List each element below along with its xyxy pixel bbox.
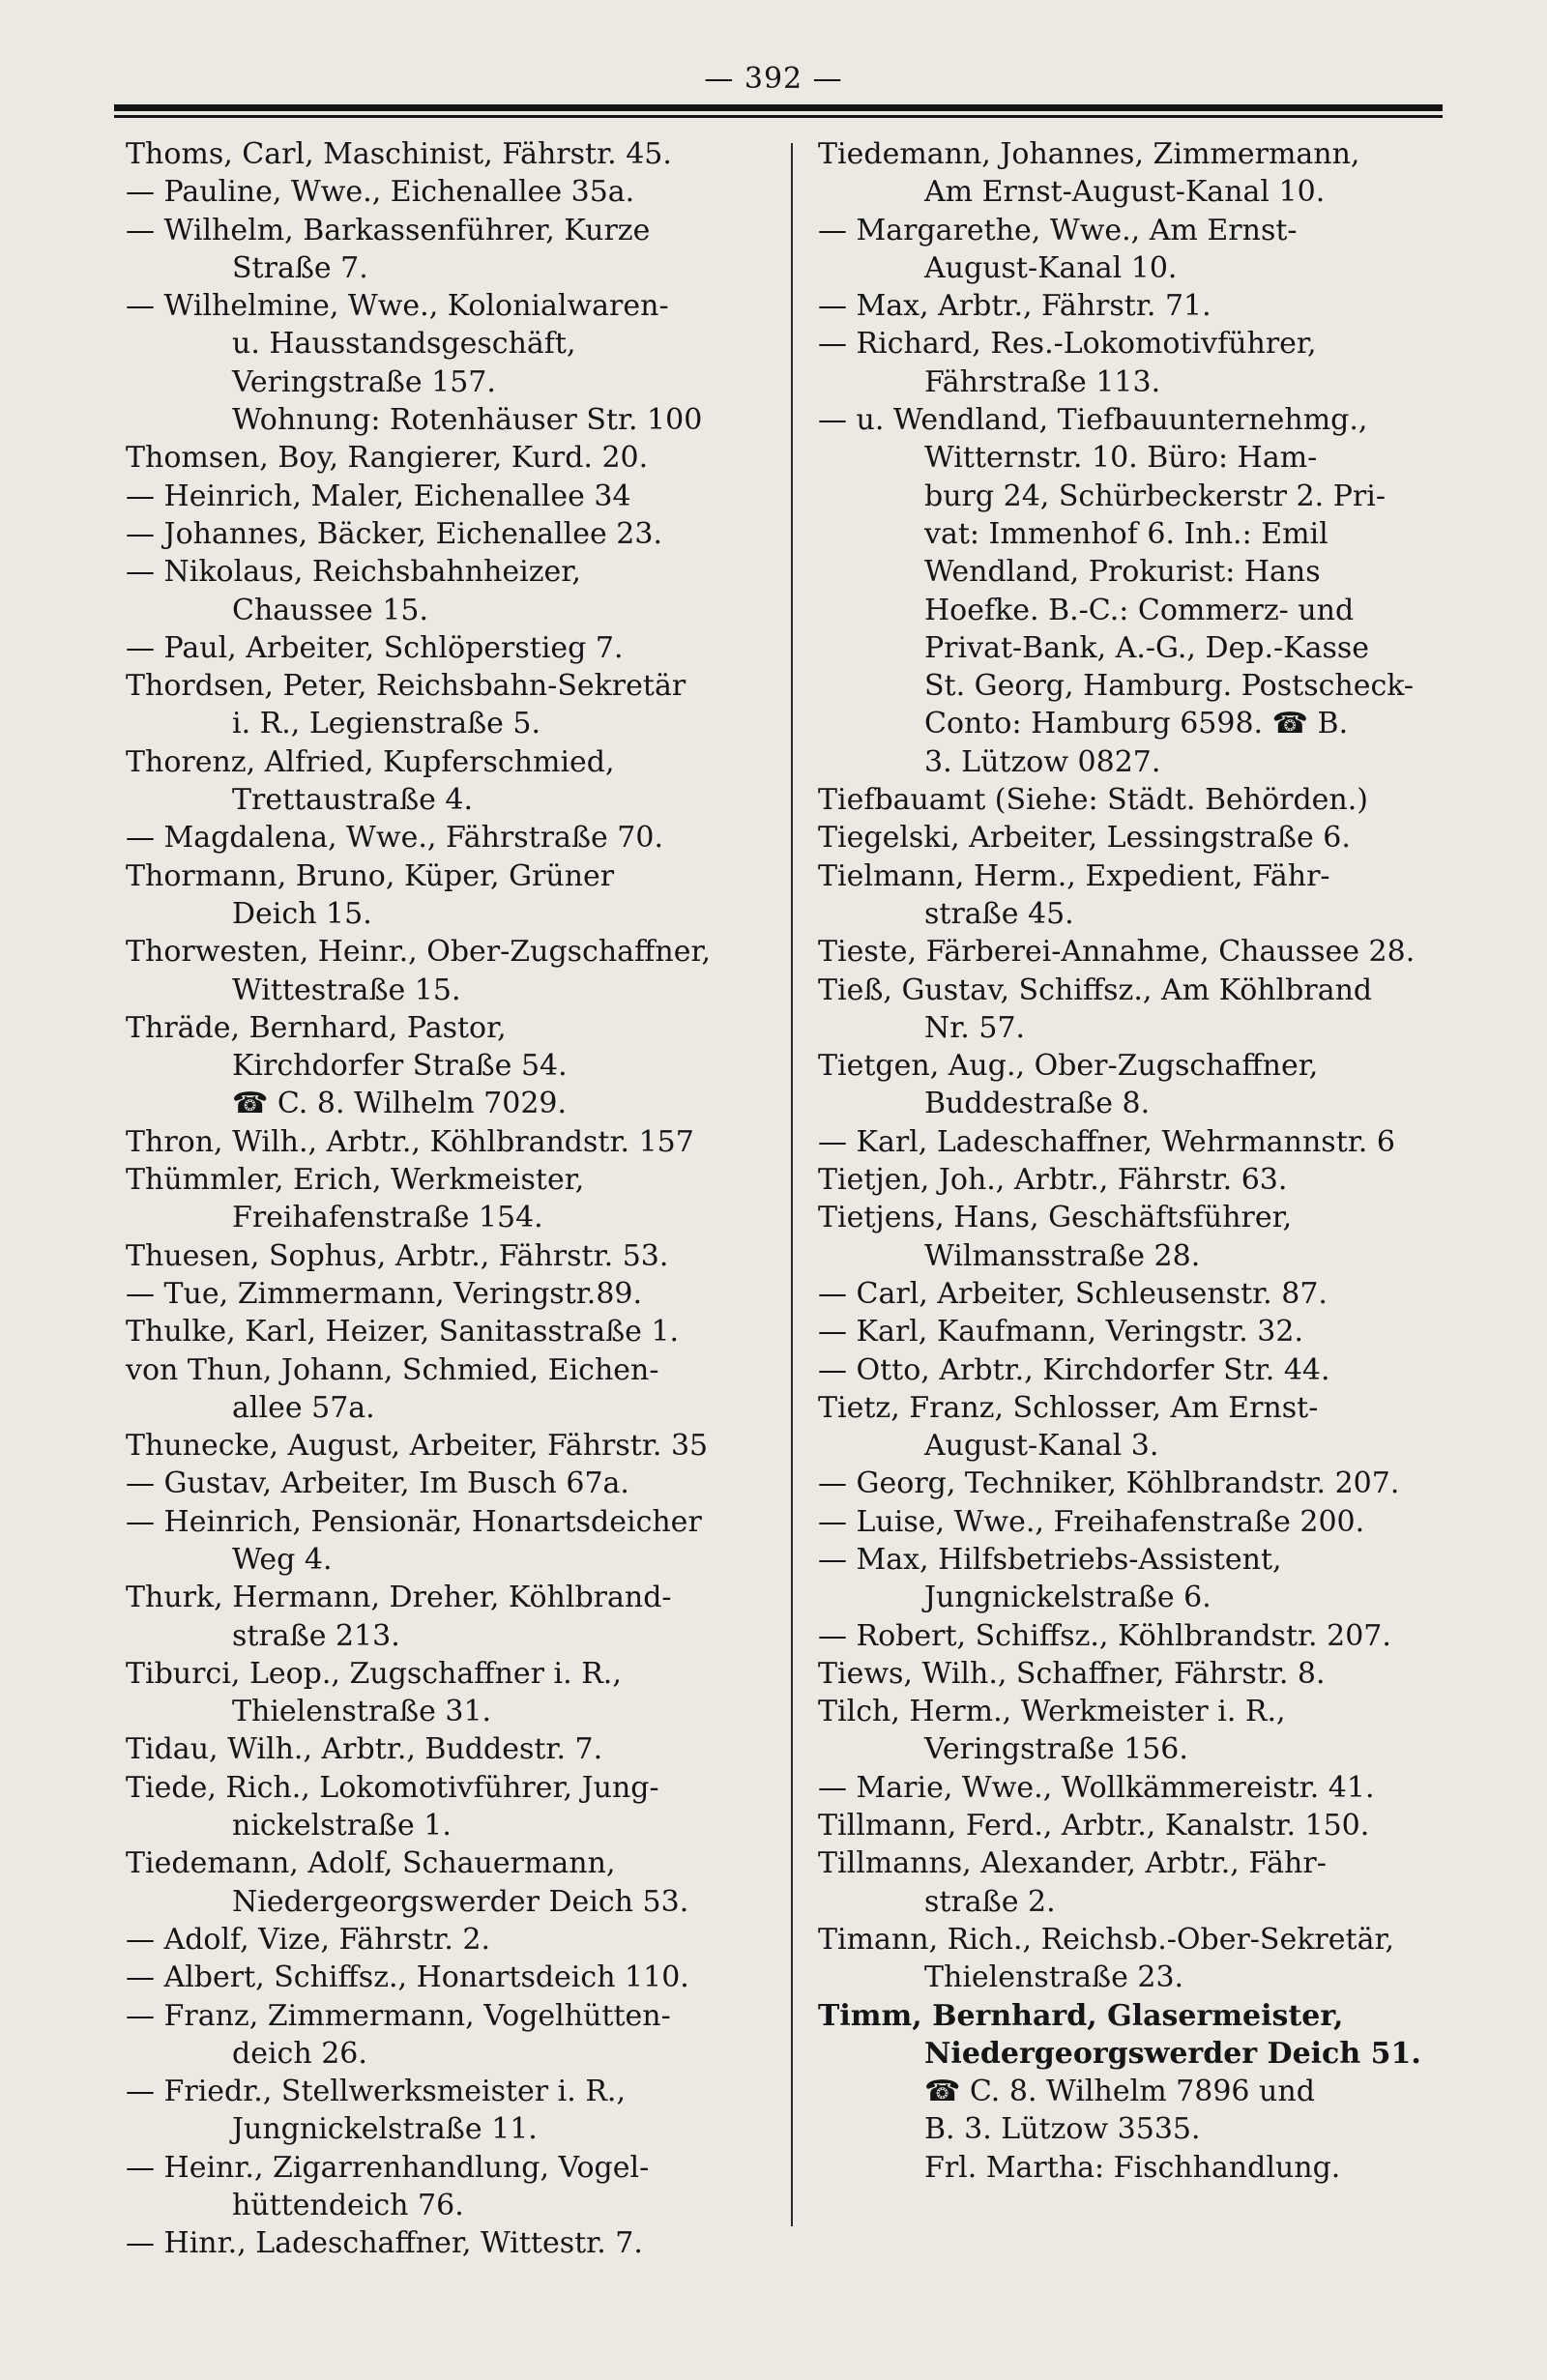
directory-entry xyxy=(818,857,1475,934)
directory-entry xyxy=(818,781,1475,819)
entry-line: Tieste, Färberei-Annahme, Chaussee 28. xyxy=(818,935,1416,970)
entry-line: Wohnung: Rotenhäuser Str. 100 xyxy=(232,403,703,438)
entry-line: B. 3. Lützow 3535. xyxy=(924,2112,1201,2147)
directory-entry xyxy=(126,1275,783,1313)
entry-line: Hoefke. B.-C.: Commerz- und xyxy=(924,593,1355,627)
entry-line: — u. Wendland, Tiefbauunternehmg., xyxy=(818,403,1368,438)
entry-line: von Thun, Johann, Schmied, Eichen- xyxy=(126,1352,659,1387)
entry-line: Thunecke, August, Arbeiter, Fährstr. 35 xyxy=(126,1429,709,1464)
directory-entry xyxy=(818,1465,1475,1502)
directory-entry xyxy=(126,1769,783,1845)
entry-line: — Pauline, Wwe., Eichenallee 35a. xyxy=(126,175,635,210)
entry-line: ☎ C. 8. Wilhelm 7029. xyxy=(232,1087,568,1121)
page-number: — 392 — xyxy=(704,62,843,96)
entry-line: Tiedemann, Adolf, Schauermann, xyxy=(126,1846,616,1881)
entry-line: straße 2. xyxy=(924,1884,1056,1919)
entry-line: Thielenstraße 23. xyxy=(924,1960,1184,1995)
directory-entry xyxy=(818,1199,1475,1275)
entry-line: Thron, Wilh., Arbtr., Köhlbrandstr. 157 xyxy=(126,1124,694,1159)
directory-entry xyxy=(126,743,783,820)
entry-line: Tidau, Wilh., Arbtr., Buddestr. 7. xyxy=(126,1732,603,1767)
directory-entry xyxy=(126,1655,783,1731)
header-rule-thin xyxy=(114,115,1443,118)
directory-entry xyxy=(126,1009,783,1123)
entry-line: — Hinr., Ladeschaffner, Wittestr. 7. xyxy=(126,2226,643,2261)
entry-line: straße 213. xyxy=(232,1618,400,1653)
directory-entry xyxy=(126,212,783,288)
directory-entry xyxy=(126,1579,783,1655)
entry-line: — Magdalena, Wwe., Fährstraße 70. xyxy=(126,821,663,856)
entry-line: Deich 15. xyxy=(232,896,372,931)
entry-line: Am Ernst-August-Kanal 10. xyxy=(924,175,1326,210)
entry-line: — Max, Hilfsbetriebs-Assistent, xyxy=(818,1542,1282,1577)
directory-entry xyxy=(126,1427,783,1465)
entry-line: — Robert, Schiffsz., Köhlbrandstr. 207. xyxy=(818,1618,1391,1653)
directory-entry xyxy=(818,1275,1475,1313)
entry-line: Tillmanns, Alexander, Arbtr., Fähr- xyxy=(818,1846,1327,1881)
entry-line: — Karl, Ladeschaffner, Wehrmannstr. 6 xyxy=(818,1124,1395,1159)
entry-line: Tieß, Gustav, Schiffsz., Am Köhlbrand xyxy=(818,972,1373,1007)
entry-line: August-Kanal 3. xyxy=(924,1429,1159,1464)
entry-line: Niedergeorgswerder Deich 53. xyxy=(232,1884,689,1919)
directory-entry xyxy=(818,1844,1475,1921)
entry-line: u. Hausstandsgeschäft, xyxy=(232,327,576,362)
entry-line: Thulke, Karl, Heizer, Sanitasstraße 1. xyxy=(126,1315,680,1350)
entry-line: Trettaustraße 4. xyxy=(232,783,474,818)
directory-entry xyxy=(126,667,783,743)
directory-entry xyxy=(126,287,783,439)
directory-entry xyxy=(126,1503,783,1580)
directory-entry xyxy=(126,173,783,211)
entry-line: St. Georg, Hamburg. Postscheck- xyxy=(924,669,1415,704)
entry-line: August-Kanal 10. xyxy=(924,250,1178,285)
entry-line: Thomsen, Boy, Rangierer, Kurd. 20. xyxy=(126,441,649,476)
entry-line: — Franz, Zimmermann, Vogelhütten- xyxy=(126,1998,671,2033)
directory-entry xyxy=(126,1997,783,2074)
entry-line: Thormann, Bruno, Küper, Grüner xyxy=(126,858,615,893)
right-column xyxy=(818,135,1475,2187)
entry-line: — Karl, Kaufmann, Veringstr. 32. xyxy=(818,1315,1304,1350)
entry-line: — Luise, Wwe., Freihafenstraße 200. xyxy=(818,1504,1365,1539)
entry-line: Witternstr. 10. Büro: Ham- xyxy=(924,441,1318,476)
directory-entry xyxy=(818,1123,1475,1161)
directory-entry xyxy=(818,1655,1475,1693)
entry-line: Thordsen, Peter, Reichsbahn-Sekretär xyxy=(126,669,686,704)
entry-line: Tiews, Wilh., Schaffner, Fährstr. 8. xyxy=(818,1656,1326,1691)
entry-line: Freihafenstraße 154. xyxy=(232,1201,543,1235)
directory-entry xyxy=(126,629,783,667)
entry-line: ☎ C. 8. Wilhelm 7896 und xyxy=(924,2075,1315,2109)
entry-line: hüttendeich 76. xyxy=(232,2189,464,2223)
entry-line: Fährstraße 113. xyxy=(924,364,1161,399)
directory-entry xyxy=(126,1237,783,1275)
directory-entry xyxy=(126,1351,783,1428)
entry-line: Thoms, Carl, Maschinist, Fährstr. 45. xyxy=(126,137,672,171)
entry-line: Weg 4. xyxy=(232,1542,333,1577)
directory-entry xyxy=(126,819,783,856)
directory-entry xyxy=(818,1503,1475,1541)
entry-line: — Johannes, Bäcker, Eichenallee 23. xyxy=(126,516,662,551)
directory-entry xyxy=(126,1465,783,1502)
entry-line: Thümmler, Erich, Werkmeister, xyxy=(126,1163,585,1198)
directory-entry xyxy=(126,933,783,1009)
entry-line: — Heinrich, Maler, Eichenallee 34 xyxy=(126,479,631,513)
entry-line: i. R., Legienstraße 5. xyxy=(232,707,541,741)
entry-line: — Heinr., Zigarrenhandlung, Vogel- xyxy=(126,2150,650,2185)
entry-line: Frl. Martha: Fischhandlung. xyxy=(924,2150,1341,2185)
directory-entry xyxy=(818,1997,1475,2187)
entry-line: Jungnickelstraße 11. xyxy=(232,2112,538,2147)
directory-entry xyxy=(126,135,783,173)
entry-line: — Wilhelm, Barkassenführer, Kurze xyxy=(126,213,651,247)
directory-entry xyxy=(126,478,783,515)
directory-entry xyxy=(126,2073,783,2149)
entry-line: Thuesen, Sophus, Arbtr., Fährstr. 53. xyxy=(126,1238,669,1273)
entry-line: Timm, Bernhard, Glasermeister, xyxy=(818,1998,1344,2033)
directory-entry xyxy=(818,212,1475,288)
directory-entry xyxy=(818,1541,1475,1617)
directory-entry xyxy=(126,515,783,553)
directory-entry xyxy=(818,325,1475,401)
directory-entry xyxy=(126,2224,783,2262)
entry-line: Privat-Bank, A.-G., Dep.-Kasse xyxy=(924,630,1370,665)
entry-line: — Albert, Schiffsz., Honartsdeich 110. xyxy=(126,1960,689,1995)
entry-line: vat: Immenhof 6. Inh.: Emil xyxy=(924,516,1328,551)
directory-entry xyxy=(126,1959,783,1996)
entry-line: Nr. 57. xyxy=(924,1010,1026,1045)
directory-entry xyxy=(818,1807,1475,1844)
entry-line: Tielmann, Herm., Expedient, Fähr- xyxy=(818,858,1330,893)
entry-line: 3. Lützow 0827. xyxy=(924,744,1161,779)
entry-line: deich 26. xyxy=(232,2036,367,2071)
entry-line: Timann, Rich., Reichsb.-Ober-Sekretär, xyxy=(818,1922,1395,1957)
entry-line: Thielenstraße 31. xyxy=(232,1695,492,1729)
directory-entry xyxy=(126,439,783,477)
entry-line: — Carl, Arbeiter, Schleusenstr. 87. xyxy=(818,1276,1328,1311)
entry-line: — Tue, Zimmermann, Veringstr.89. xyxy=(126,1276,643,1311)
directory-entry xyxy=(818,1693,1475,1769)
entry-line: Tiede, Rich., Lokomotivführer, Jung- xyxy=(126,1770,659,1805)
entry-line: Niedergeorgswerder Deich 51. xyxy=(924,2036,1421,2071)
entry-line: Thorenz, Alfried, Kupferschmied, xyxy=(126,744,615,779)
entry-line: — Heinrich, Pensionär, Honartsdeicher xyxy=(126,1504,702,1539)
entry-line: — Paul, Arbeiter, Schlöperstieg 7. xyxy=(126,630,624,665)
directory-entry xyxy=(818,401,1475,781)
entry-line: Tiedemann, Johannes, Zimmermann, xyxy=(818,137,1360,171)
entry-line: — Wilhelmine, Wwe., Kolonialwaren- xyxy=(126,289,669,324)
entry-line: Buddestraße 8. xyxy=(924,1087,1151,1121)
directory-entry xyxy=(818,972,1475,1048)
entry-line: Wendland, Prokurist: Hans xyxy=(924,555,1321,590)
directory-entry xyxy=(126,1123,783,1161)
directory-entry xyxy=(818,135,1475,212)
entry-line: Tilch, Herm., Werkmeister i. R., xyxy=(818,1695,1286,1729)
entry-line: Veringstraße 157. xyxy=(232,364,496,399)
entry-line: — Georg, Techniker, Köhlbrandstr. 207. xyxy=(818,1466,1400,1501)
entry-line: — Margarethe, Wwe., Am Ernst- xyxy=(818,213,1298,247)
directory-entry xyxy=(818,933,1475,971)
entry-line: — Max, Arbtr., Fährstr. 71. xyxy=(818,289,1211,324)
entry-line: Chaussee 15. xyxy=(232,593,429,627)
entry-line: Thräde, Bernhard, Pastor, xyxy=(126,1010,507,1045)
entry-line: Tiburci, Leop., Zugschaffner i. R., xyxy=(126,1656,622,1691)
entry-line: Kirchdorfer Straße 54. xyxy=(232,1049,568,1084)
directory-entry xyxy=(818,1161,1475,1199)
entry-line: Tietgen, Aug., Ober-Zugschaffner, xyxy=(818,1049,1319,1084)
entry-line: Straße 7. xyxy=(232,250,368,285)
directory-entry xyxy=(818,1313,1475,1350)
left-column xyxy=(126,135,783,2263)
entry-line: Tiefbauamt (Siehe: Städt. Behörden.) xyxy=(818,783,1368,818)
entry-line: nickelstraße 1. xyxy=(232,1809,452,1843)
entry-line: — Gustav, Arbeiter, Im Busch 67a. xyxy=(126,1466,629,1501)
directory-entry xyxy=(126,1313,783,1350)
directory-entry xyxy=(818,1047,1475,1123)
directory-entry xyxy=(818,1769,1475,1807)
directory-entry xyxy=(818,1389,1475,1466)
entry-line: Jungnickelstraße 6. xyxy=(924,1581,1211,1615)
directory-entry xyxy=(126,857,783,934)
entry-line: — Adolf, Vize, Fährstr. 2. xyxy=(126,1922,491,1957)
entry-line: — Nikolaus, Reichsbahnheizer, xyxy=(126,555,581,590)
directory-entry xyxy=(818,1921,1475,1997)
entry-line: — Marie, Wwe., Wollkämmereistr. 41. xyxy=(818,1770,1375,1805)
directory-entry xyxy=(818,1617,1475,1655)
directory-entry xyxy=(818,1351,1475,1389)
entry-line: Tiegelski, Arbeiter, Lessingstraße 6. xyxy=(818,821,1351,856)
entry-line: Tietjens, Hans, Geschäftsführer, xyxy=(818,1201,1293,1235)
entry-line: Thurk, Hermann, Dreher, Köhlbrand- xyxy=(126,1581,672,1615)
entry-line: Wittestraße 15. xyxy=(232,972,461,1007)
entry-line: Tietz, Franz, Schlosser, Am Ernst- xyxy=(818,1390,1319,1425)
entry-line: burg 24, Schürbeckerstr 2. Pri- xyxy=(924,479,1386,513)
directory-entry xyxy=(126,1844,783,1921)
directory-entry xyxy=(126,1161,783,1237)
entry-line: — Otto, Arbtr., Kirchdorfer Str. 44. xyxy=(818,1352,1330,1387)
entry-line: Wilmansstraße 28. xyxy=(924,1238,1201,1273)
directory-entry xyxy=(818,287,1475,325)
header-rule-thick xyxy=(114,104,1443,111)
entry-line: allee 57a. xyxy=(232,1390,375,1425)
entry-line: straße 45. xyxy=(924,896,1074,931)
entry-line: Conto: Hamburg 6598. ☎ B. xyxy=(924,707,1349,741)
directory-entry xyxy=(126,553,783,629)
entry-line: — Friedr., Stellwerksmeister i. R., xyxy=(126,2075,627,2109)
directory-entry xyxy=(126,1730,783,1768)
entry-line: — Richard, Res.-Lokomotivführer, xyxy=(818,327,1317,362)
column-divider xyxy=(791,143,793,2226)
entry-line: Tietjen, Joh., Arbtr., Fährstr. 63. xyxy=(818,1163,1288,1198)
directory-entry xyxy=(818,819,1475,856)
directory-entry xyxy=(126,1921,783,1959)
directory-entry xyxy=(126,2149,783,2225)
entry-line: Thorwesten, Heinr., Ober-Zugschaffner, xyxy=(126,935,712,970)
entry-line: Tillmann, Ferd., Arbtr., Kanalstr. 150. xyxy=(818,1809,1370,1843)
entry-line: Veringstraße 156. xyxy=(924,1732,1188,1767)
